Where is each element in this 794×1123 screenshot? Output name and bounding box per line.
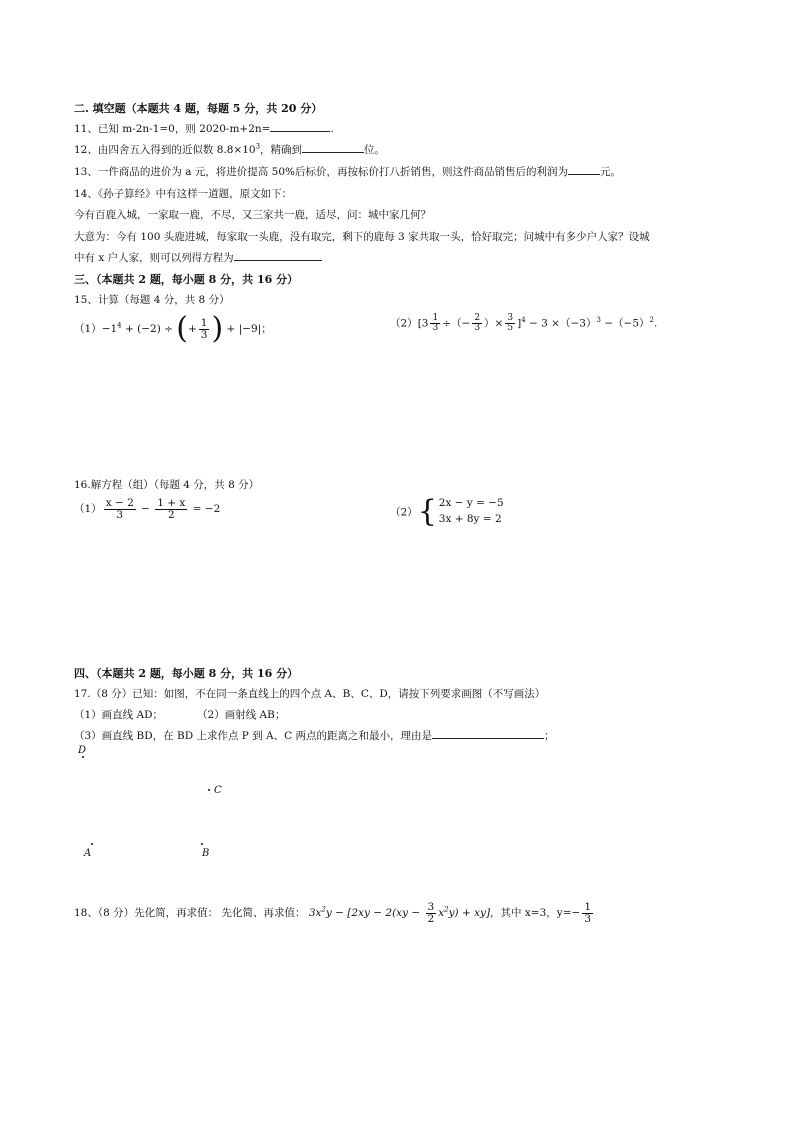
q15-part-2	[390, 314, 657, 333]
denominator: 3	[200, 328, 208, 341]
q18-term-b: y − [2xy − 2(xy −	[325, 907, 424, 919]
numerator: 1	[432, 313, 439, 323]
q15-2-exp-2: 3	[596, 316, 601, 324]
q11-answer-blank[interactable]	[270, 121, 330, 132]
point-d-label: D	[78, 745, 87, 756]
q16-2-label: （2）	[390, 506, 418, 519]
numerator: 2	[474, 313, 481, 323]
point-a-label: A	[84, 848, 92, 859]
q16-1-frac-1	[104, 498, 136, 520]
denominator: 3	[116, 508, 124, 521]
q15-2-label: （2）	[390, 317, 418, 330]
q11-end: .	[330, 123, 334, 135]
point-b-label: B	[202, 848, 210, 859]
q15-1-term: −1	[101, 323, 118, 335]
q16-1-minus: −	[137, 503, 154, 515]
q18-term-c: x	[438, 907, 445, 919]
numerator: 3	[427, 901, 435, 913]
q14-prompt: 中有 x 户人家，则可以列得方程为	[74, 252, 234, 264]
q14-line-1: 14、《孙子算经》中有这样一道题，原文如下：	[74, 188, 293, 200]
q17-end: ；	[544, 730, 555, 742]
q17-task-2: （2）画射线 AB；	[197, 709, 286, 721]
q15-2-end: .	[654, 317, 658, 330]
q15-2-exp-1: 4	[521, 316, 526, 324]
q16-part-1	[74, 498, 220, 520]
q17-task-1: （1）画直线 AD；	[74, 709, 164, 721]
q11-text: 11、已知 m-2n-1=0，则 2020-m+2n=	[74, 123, 271, 135]
numerator: 1 + x	[157, 497, 186, 509]
point-d-dot	[82, 756, 84, 758]
q16-part-2	[390, 493, 504, 529]
denominator: 3	[584, 912, 592, 925]
q13-text: 13、一件商品的进价为 a 元，将进价提高 50%后标价，再按标价打八折销售，则这件商品销售后的利润为	[74, 166, 568, 178]
q18-fraction	[426, 902, 437, 924]
q15-2-frac-2	[472, 314, 482, 333]
section-3-title: 三、（本题共 2 题，每小题 8 分，共 16 分）	[74, 273, 299, 286]
q15-2-frac-3	[505, 314, 515, 333]
denominator: 2	[167, 508, 175, 521]
right-paren: )	[211, 311, 224, 346]
q13-end: 元。	[599, 166, 621, 178]
numerator: 1	[584, 901, 592, 913]
section-2-title: 二. 填空题（本题共 4 题，每题 5 分，共 20 分）	[74, 102, 323, 115]
point-c-label: C	[214, 785, 222, 796]
q14-line-3: 大意为：今有 100 头鹿进城，每家取一头鹿，没有取完，剩下的鹿每 3 家共取一头，恰好取完；问城中有多少户人家？设城	[74, 231, 650, 243]
q17-line-3	[74, 728, 555, 743]
q15-2-open: [3	[417, 317, 429, 330]
numerator: 3	[507, 313, 514, 323]
question-15-heading: 15、计算（每题 4 分，共 8 分）	[74, 294, 230, 306]
denominator: 3	[432, 323, 439, 333]
denominator: 3	[474, 323, 481, 333]
q12-answer-blank[interactable]	[302, 142, 364, 153]
question-13	[74, 164, 621, 179]
q12-mid: ，精确到	[260, 144, 303, 156]
q17-task-3: （3）画直线 BD，在 BD 上求作点 P 到 A、C 两点的距离之和最小，理由是	[74, 730, 432, 742]
q15-part-1	[74, 311, 272, 346]
q15-1-label: （1）	[74, 323, 102, 335]
denominator: 5	[507, 323, 514, 333]
q15-1-fraction	[199, 318, 210, 340]
question-11	[74, 121, 334, 136]
q18-term-d: y) + xy]	[448, 907, 491, 919]
q15-2-mid-2: −（−5）	[600, 317, 650, 330]
q15-2-div: ÷（−	[442, 317, 471, 330]
denominator: 2	[427, 912, 435, 925]
q13-answer-blank[interactable]	[568, 164, 600, 175]
q18-text: 18、（8 分）先化简，再求值： 先化简、再求值：	[74, 907, 306, 919]
q18-expression	[308, 901, 491, 925]
equation-2: 3x + 8y = 2	[438, 512, 502, 525]
numerator: x − 2	[105, 497, 134, 509]
point-c-dot	[208, 789, 210, 791]
q16-1-label: （1）	[74, 503, 102, 515]
q15-1-exp: 4	[117, 321, 122, 330]
q16-1-frac-2	[155, 498, 187, 520]
point-a-dot	[91, 843, 93, 845]
q18-y-sign: −	[571, 907, 581, 919]
equation-1: 2x − y = −5	[438, 497, 504, 509]
q14-answer-blank[interactable]	[234, 250, 322, 261]
question-12	[74, 142, 385, 157]
q15-1-sign: +	[187, 323, 197, 335]
q15-2-times: ）×	[484, 317, 504, 330]
q15-2-exp-3: 2	[649, 316, 655, 324]
q18-term-a: 3x	[308, 907, 322, 919]
q14-line-2: 今有百鹿入城，一家取一鹿，不尽，又三家共一鹿，适尽，问：城中家几何？	[74, 209, 431, 221]
q18-exp-a: 2	[321, 905, 326, 914]
numerator: 1	[200, 317, 208, 329]
q15-1-op: + (−2) ÷	[121, 323, 177, 335]
q15-2-close: ]	[517, 317, 522, 330]
question-18	[74, 902, 595, 924]
q15-2-frac-1	[430, 314, 440, 333]
q14-line-4	[74, 250, 322, 265]
q18-given: ，其中 x=3，y=	[490, 907, 572, 919]
q16-1-rhs: = −2	[189, 503, 221, 515]
q17-line-1: 17.（8 分）已知：如图，不在同一条直线上的四个点 A、B、C、D，请按下列要求画图（不写画法）	[74, 688, 546, 700]
point-b-dot	[201, 843, 203, 845]
q15-2-mid: − 3 ×（−3）	[525, 317, 597, 330]
brace-icon: {	[417, 493, 437, 529]
q18-y-fraction	[582, 902, 593, 924]
section-4-title: 四、（本题共 2 题，每小题 8 分，共 16 分）	[74, 667, 299, 680]
q17-line-2	[74, 707, 285, 722]
q12-exponent: 3	[255, 142, 261, 151]
q12-text: 12、由四舍五入得到的近似数 8.8×10	[74, 144, 256, 156]
q18-exp-c: 2	[444, 905, 449, 914]
q12-end: 位。	[364, 144, 386, 156]
question-16-heading: 16.解方程（组）（每题 4 分，共 8 分）	[74, 479, 260, 491]
q17-reason-blank[interactable]	[432, 728, 544, 739]
left-paren: (	[176, 311, 188, 346]
q15-1-tail: + |−9|；	[223, 323, 272, 335]
equation-system	[417, 493, 504, 529]
